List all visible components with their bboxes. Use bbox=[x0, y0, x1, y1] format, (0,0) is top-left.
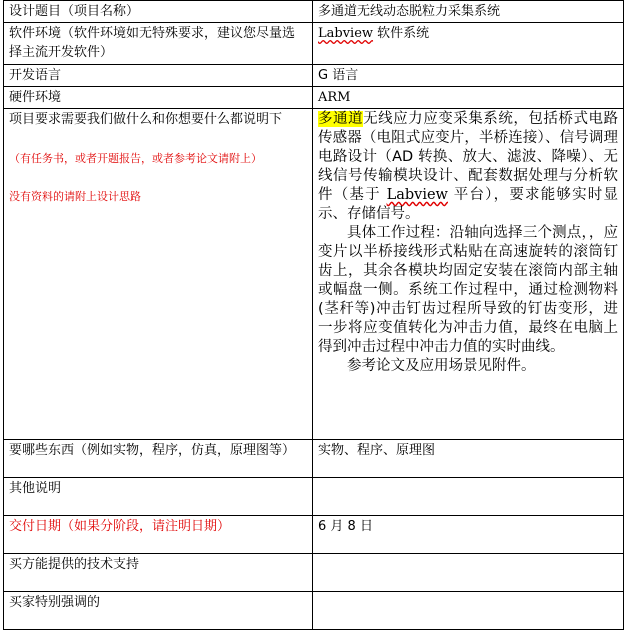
requirements-label: 项目要求需要我们做什么和你想要什么都说明下 bbox=[9, 112, 283, 127]
other-label: 其他说明 bbox=[4, 478, 313, 516]
hardware-value: ARM bbox=[313, 87, 624, 109]
requirements-label-cell bbox=[4, 109, 313, 440]
emphasis-value bbox=[313, 592, 624, 630]
p1-pre: 无线应力应变采集系统，包括桥式电路传感器（电阻式应变片，半桥连接）、信号调理电路设计（AD 转换、放大、滤波、降噪）、无线信号传输模块设计、配套数据处理与分析软件（基于 bbox=[318, 111, 619, 203]
requirements-value-cell bbox=[313, 109, 624, 440]
p1-labview-word: Labview bbox=[386, 187, 448, 203]
software-value-rest: 软件系统 bbox=[373, 26, 430, 41]
language-label: 开发语言 bbox=[4, 65, 313, 87]
software-label: 软件环境（软件环境如无特殊要求，建议您尽量选择主流开发软件） bbox=[4, 23, 313, 65]
requirements-note-attachments: （有任务书，或者开题报告，或者参考论文请附上） bbox=[9, 152, 262, 165]
emphasis-label: 买家特别强调的 bbox=[4, 592, 313, 630]
requirements-table bbox=[3, 0, 624, 630]
requirements-note-design-idea: 没有资料的请附上设计思路 bbox=[9, 190, 141, 203]
row-language bbox=[4, 65, 624, 87]
hardware-label: 硬件环境 bbox=[4, 87, 313, 109]
row-other bbox=[4, 478, 624, 516]
requirements-paragraph-1 bbox=[318, 110, 618, 224]
support-label: 买方能提供的技术支持 bbox=[4, 554, 313, 592]
row-software bbox=[4, 23, 624, 65]
requirements-paragraph-3: 参考论文及应用场景见附件。 bbox=[347, 358, 536, 374]
row-deliverables bbox=[4, 440, 624, 478]
other-value bbox=[313, 478, 624, 516]
requirements-paragraph-2: 具体工作过程：沿轴向选择三个测点，，应变片以半桥接线形式粘贴在高速旋转的滚筒钉齿上，其余各模块均固定安装在滚筒内部主轴或幅盘一侧。系统工作过程中，通过检测物料(茎秆等)冲击钉齿过程所导致的钉齿变形，进一步将应变值转化为冲击力值，最终在电脑上得到冲击过程中冲击力值的实时曲线。 bbox=[318, 225, 618, 355]
p1-post: 平台），要求能够实时显示、存储信号。 bbox=[318, 187, 619, 222]
deliverables-value: 实物、程序、原理图 bbox=[313, 440, 624, 478]
title-value: 多通道无线动态脱粒力采集系统 bbox=[313, 1, 624, 23]
row-requirements bbox=[4, 109, 624, 440]
support-value bbox=[313, 554, 624, 592]
delivery-label: 交付日期（如果分阶段，请注明日期） bbox=[4, 516, 313, 554]
row-hardware bbox=[4, 87, 624, 109]
language-value: G 语言 bbox=[313, 65, 624, 87]
row-title bbox=[4, 1, 624, 23]
software-labview-word: Labview bbox=[318, 26, 374, 41]
software-value bbox=[313, 23, 624, 65]
row-delivery bbox=[4, 516, 624, 554]
row-support bbox=[4, 554, 624, 592]
row-emphasis bbox=[4, 592, 624, 630]
delivery-value: 6 月 8 日 bbox=[313, 516, 624, 554]
title-label: 设计题目（项目名称） bbox=[4, 1, 313, 23]
deliverables-label: 要哪些东西（例如实物，程序，仿真，原理图等） bbox=[4, 440, 313, 478]
highlighted-text: 多通道 bbox=[318, 111, 364, 127]
